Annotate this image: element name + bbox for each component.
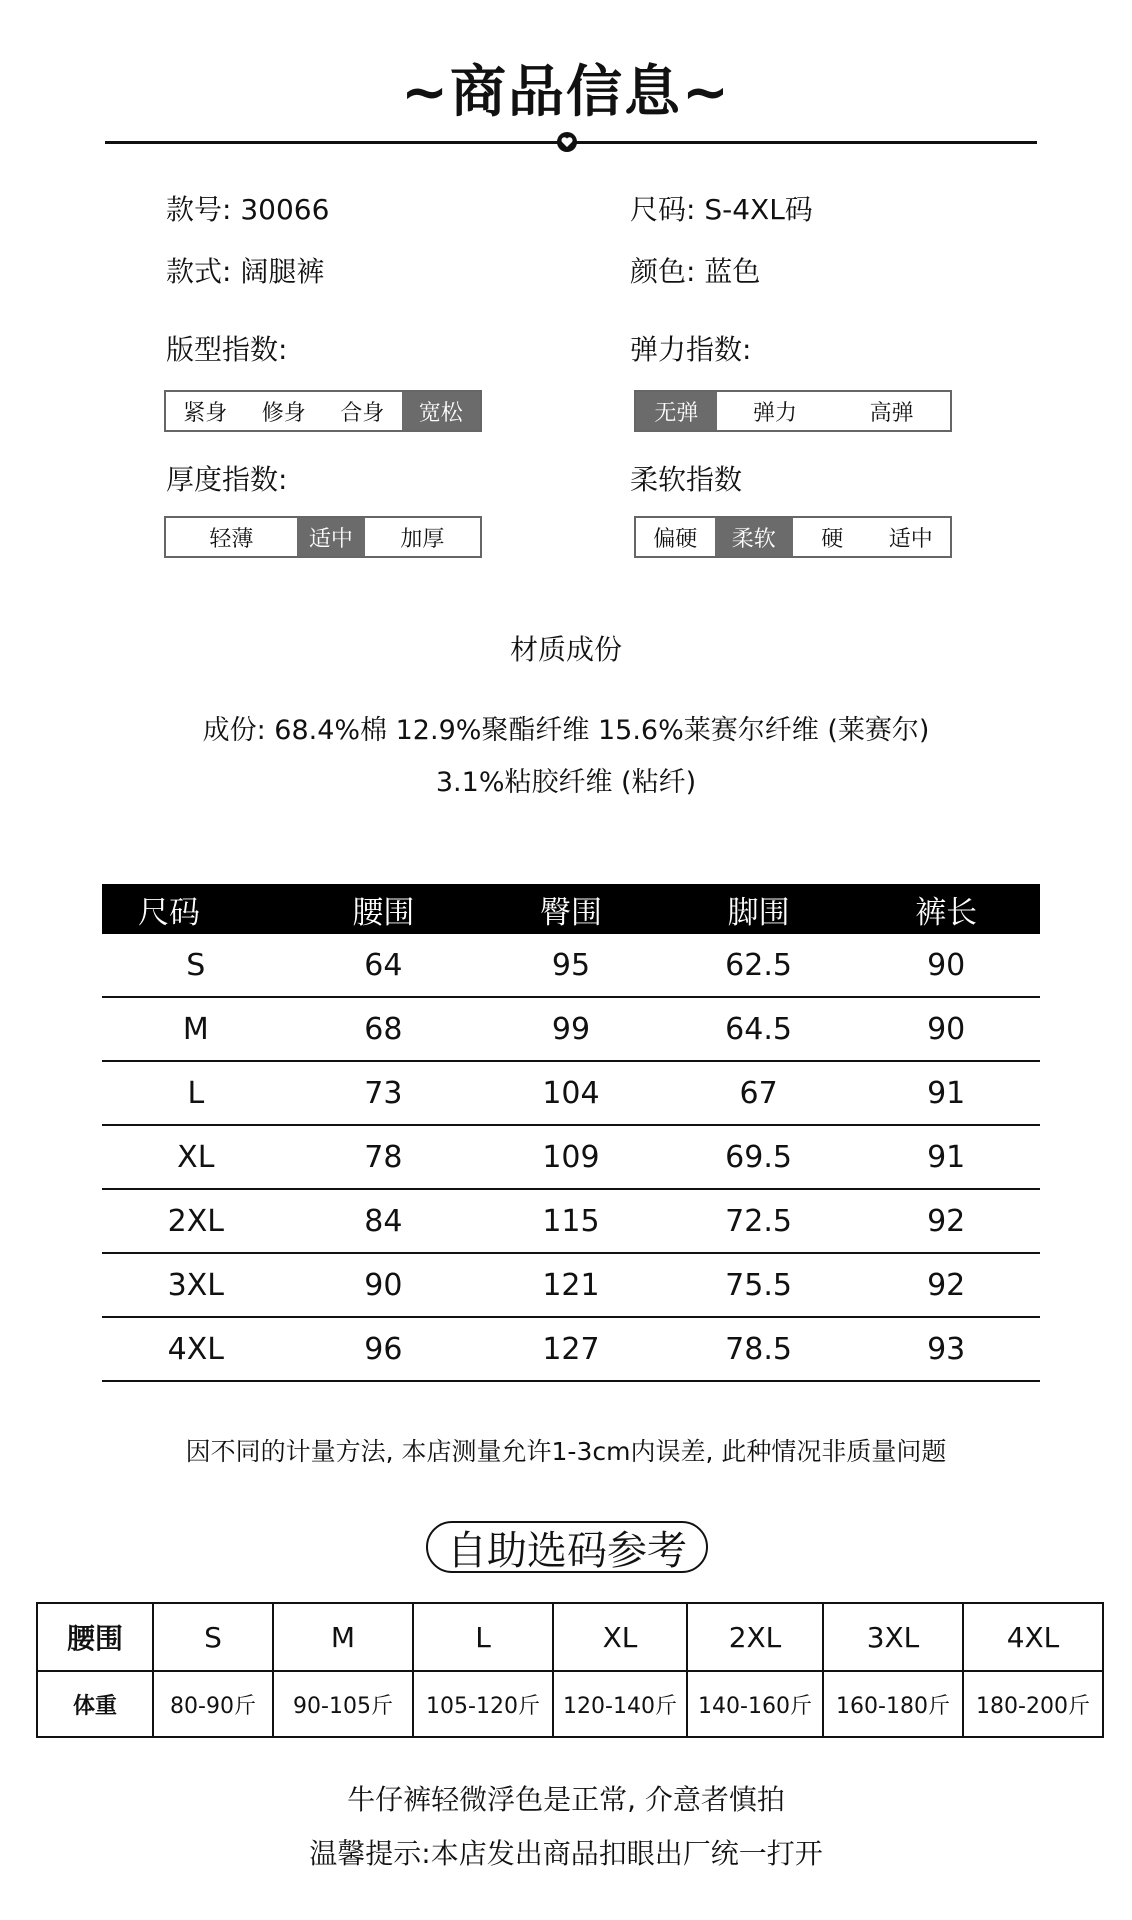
softness-option: 适中 <box>888 526 933 552</box>
softness-index-scale <box>634 516 952 558</box>
reference-weight: 120-140斤 <box>553 1671 687 1737</box>
cell-hip: 99 <box>477 997 665 1061</box>
cell-leg-opening: 72.5 <box>665 1189 853 1253</box>
style-type: 款式: 阔腿裤 <box>166 255 325 288</box>
cell-length: 92 <box>852 1189 1040 1253</box>
cell-length: 90 <box>852 997 1040 1061</box>
header-leg-opening: 脚围 <box>665 884 853 934</box>
table-row <box>102 1253 1040 1317</box>
size-reference-table <box>36 1602 1104 1738</box>
thickness-option: 轻薄 <box>209 526 254 552</box>
size-table <box>102 884 1040 1382</box>
reference-size: S <box>153 1603 273 1671</box>
table-row <box>102 997 1040 1061</box>
color: 颜色: 蓝色 <box>630 255 761 288</box>
heart-icon <box>556 131 578 153</box>
footer-note-2: 温馨提示:本店发出商品扣眼出厂统一打开 <box>309 1837 823 1870</box>
cell-leg-opening: 67 <box>665 1061 853 1125</box>
cell-hip: 104 <box>477 1061 665 1125</box>
self-help-title: 自助选码参考 <box>426 1521 708 1573</box>
header-hip: 臀围 <box>477 884 665 934</box>
cell-length: 91 <box>852 1061 1040 1125</box>
reference-size: 4XL <box>963 1603 1103 1671</box>
cell-leg-opening: 78.5 <box>665 1317 853 1381</box>
size-range: 尺码: S-4XL码 <box>630 193 813 226</box>
cell-size: S <box>102 934 290 997</box>
cell-leg-opening: 69.5 <box>665 1125 853 1189</box>
table-row <box>102 1317 1040 1381</box>
reference-weight: 180-200斤 <box>963 1671 1103 1737</box>
reference-weight: 80-90斤 <box>153 1671 273 1737</box>
fit-option: 修身 <box>261 400 306 426</box>
cell-waist: 84 <box>290 1189 478 1253</box>
thickness-option: 加厚 <box>400 526 445 552</box>
softness-option-selected: 柔软 <box>715 518 794 556</box>
stretch-option: 高弹 <box>869 400 914 426</box>
row-header-waist: 腰围 <box>37 1603 153 1671</box>
thickness-index-scale <box>164 516 482 558</box>
table-row <box>102 1189 1040 1253</box>
fit-index-label: 版型指数: <box>166 333 288 366</box>
cell-size: 2XL <box>102 1189 290 1253</box>
reference-weight: 90-105斤 <box>273 1671 413 1737</box>
fit-option-selected: 宽松 <box>402 392 481 430</box>
cell-waist: 78 <box>290 1125 478 1189</box>
table-row <box>102 1061 1040 1125</box>
stretch-option: 弹力 <box>753 400 798 426</box>
cell-hip: 109 <box>477 1125 665 1189</box>
cell-length: 92 <box>852 1253 1040 1317</box>
cell-waist: 64 <box>290 934 478 997</box>
page-title: ~商品信息~ <box>401 60 731 125</box>
softness-option: 偏硬 <box>653 526 698 552</box>
reference-weight: 140-160斤 <box>687 1671 823 1737</box>
cell-hip: 127 <box>477 1317 665 1381</box>
reference-size: 2XL <box>687 1603 823 1671</box>
fit-option: 紧身 <box>183 400 228 426</box>
cell-length: 90 <box>852 934 1040 997</box>
stretch-index-scale <box>634 390 952 432</box>
cell-size: M <box>102 997 290 1061</box>
reference-size: XL <box>553 1603 687 1671</box>
cell-hip: 95 <box>477 934 665 997</box>
reference-size: 3XL <box>823 1603 963 1671</box>
size-table-header <box>102 884 1040 934</box>
cell-waist: 90 <box>290 1253 478 1317</box>
material-line-1: 成份: 68.4%棉 12.9%聚酯纤维 15.6%莱赛尔纤维 (莱赛尔) <box>202 715 930 746</box>
thickness-index-label: 厚度指数: <box>166 463 288 496</box>
cell-size: 4XL <box>102 1317 290 1381</box>
fit-option: 合身 <box>340 400 385 426</box>
reference-size-row <box>37 1603 1103 1671</box>
stretch-index-label: 弹力指数: <box>630 333 752 366</box>
header-size: 尺码 <box>102 884 290 934</box>
cell-hip: 121 <box>477 1253 665 1317</box>
reference-weight: 160-180斤 <box>823 1671 963 1737</box>
softness-index-label: 柔软指数 <box>630 463 743 496</box>
reference-size: L <box>413 1603 553 1671</box>
style-number: 款号: 30066 <box>166 193 330 226</box>
fit-index-scale <box>164 390 482 432</box>
cell-waist: 73 <box>290 1061 478 1125</box>
cell-size: L <box>102 1061 290 1125</box>
measurement-note: 因不同的计量方法, 本店测量允许1-3cm内误差, 此种情况非质量问题 <box>185 1437 947 1466</box>
material-line-2: 3.1%粘胶纤维 (粘纤) <box>435 767 697 798</box>
stretch-option-selected: 无弹 <box>636 392 717 430</box>
softness-option: 硬 <box>821 526 844 552</box>
header-waist: 腰围 <box>290 884 478 934</box>
thickness-option-selected: 适中 <box>297 518 365 556</box>
table-row <box>102 1125 1040 1189</box>
reference-size: M <box>273 1603 413 1671</box>
cell-leg-opening: 64.5 <box>665 997 853 1061</box>
reference-weight-row <box>37 1671 1103 1737</box>
cell-length: 93 <box>852 1317 1040 1381</box>
cell-size: 3XL <box>102 1253 290 1317</box>
cell-leg-opening: 75.5 <box>665 1253 853 1317</box>
cell-size: XL <box>102 1125 290 1189</box>
footer-note-1: 牛仔裤轻微浮色是正常, 介意者慎拍 <box>347 1783 785 1816</box>
header-length: 裤长 <box>852 884 1040 934</box>
cell-leg-opening: 62.5 <box>665 934 853 997</box>
cell-waist: 68 <box>290 997 478 1061</box>
reference-weight: 105-120斤 <box>413 1671 553 1737</box>
row-header-weight: 体重 <box>37 1671 153 1737</box>
cell-waist: 96 <box>290 1317 478 1381</box>
cell-hip: 115 <box>477 1189 665 1253</box>
table-row <box>102 934 1040 997</box>
material-title: 材质成份 <box>509 633 622 666</box>
cell-length: 91 <box>852 1125 1040 1189</box>
